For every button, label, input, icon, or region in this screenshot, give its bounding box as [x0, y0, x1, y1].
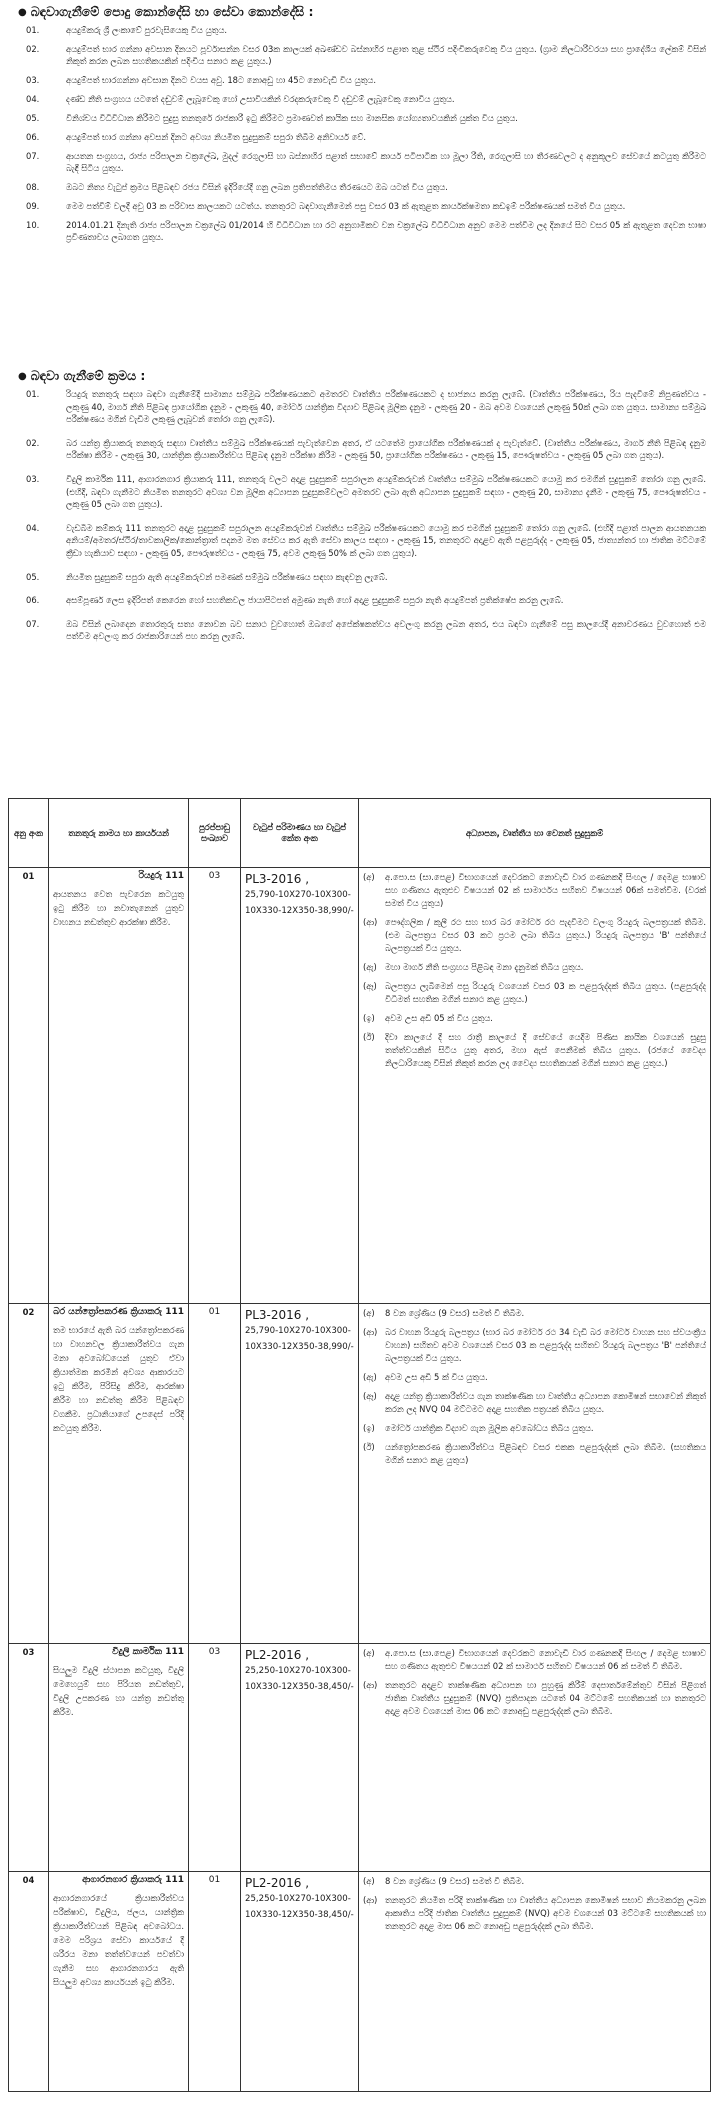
qualification-letter: (ඉ)	[363, 1423, 375, 1433]
qualification-letter: (ඈ)	[363, 1391, 377, 1401]
qualification-text: අ.පො.ස (සා.පෙළ) විභාගයෙන් දෙවරකට නොවැඩි වාර ගණනකදී සිංහල / දෙමළ භාෂාව සහ ගණිතය ඇතුළුව විෂයයන් 02 ක් සාමාර්ථ සහිතව විෂයයන් 06 ක් සමත් වී තිබීම.	[385, 1648, 706, 1671]
table-row	[9, 1872, 711, 2092]
qualification-item	[363, 980, 706, 1006]
salary-cell	[241, 1304, 359, 1644]
general-conditions-list	[8, 24, 710, 243]
table-row	[9, 1304, 711, 1644]
salary-scale: 25,250-10X270-10X300-10X330-12X350-38,450/-	[245, 1894, 354, 1920]
qualification-text: දිවා කාලයේ දී සහ රාත්‍රී කාලයේ දී සේවයේ යෙදීම පිණිස කායික වශයෙන් සුදුසු තත්ත්වයකින් සිටිය යුතු අතර, මහා ඇස් පෙනීමක් තිබිය යුතුය. (රජයේ වෛද්‍ය නිලධාරියෙකු විසින් නිකුත් කරන ලද වෛද්‍ය සහතිකයක් මගින් සනාථ කළ යුතුය.)	[385, 1032, 706, 1068]
item-number: 03.	[26, 473, 40, 484]
item-text: අයදුම්පත් භාරගන්නා අවසාන දිනට වයස අවු. 18ට නොඅඩු හා 45ට නොවැඩි විය යුතුය.	[66, 75, 376, 85]
post-name: ආගාරනගාර ක්‍රියාකරු 111	[82, 1875, 184, 1885]
row-number: 02	[9, 1304, 49, 1644]
row-number: 04	[9, 1872, 49, 2092]
qualification-text: 8 වන ශ්‍රේණිය (9 වසර) සමත් වී තිබීම.	[385, 1876, 525, 1886]
list-item	[22, 112, 706, 124]
salary-code: PL2-2016 ,	[245, 1648, 310, 1662]
item-text: දණ්ඩ නීති සංග්‍රහය යටතේ දඬුවම් ලැබූවෙකු හෝ උසාවියකින් වරදකරුවෙකු වී දඬුවම් ලැබූවෙකු නොවිය යුතුය.	[66, 94, 455, 104]
qualification-letter: (ඇ)	[363, 1372, 377, 1382]
list-item	[22, 594, 706, 607]
list-item	[22, 473, 706, 511]
qualification-text: අ.පො.ස (සා.පෙළ) විභාගයෙන් දෙවරකට නොවැඩි වාර ගණනකදී සිංහල / දෙමළ භාෂාව සහ ගණිතය ඇතුළුව විෂයයන් 02 ක් සාමාර්ථය සහිතව විෂයයන් 06ක් සමත්වීම. (වරක් සමත් විය යුතුය)	[385, 872, 706, 908]
list-item	[22, 74, 706, 86]
general-conditions-heading: ● බඳවාගැනීමේ පොදු කොන්දේසි හා සේවා කොන්දේසි :	[18, 4, 314, 19]
item-text: ආයතන සංග්‍රහය, රාජ්‍ය පරිපාලන චක්‍රලේඛ, මුදල් රෙගුලාසි හා බස්නාහිර පළාත් සභාවේ කාර්ය පටිපාටික හා මූලා රීති, රෙගුලාසි හා තීරණවලට ද අනුකූලව සේවයේ කටයුතු කිරීමට බැඳී සිටිය යුතුය.	[66, 151, 706, 173]
header-number: අනු අංක	[9, 799, 49, 868]
post-description: සියලුම විදුලි ස්ථාපන කටයුතු, විදුලි මෙහෙයුම් සහ පිරියත නඩත්තුව, විදුලි උපකරණ හා යන්ත්‍ර නඩත්තු කිරීම.	[53, 1665, 184, 1717]
table-row	[9, 868, 711, 1304]
list-item	[22, 24, 706, 36]
qualification-text: අවම උස අඩි 05 ක් විය යුතුය.	[385, 1013, 493, 1023]
list-item	[22, 43, 706, 67]
item-text: විදුලි කාර්මික 111, ආගාරනගාර ක්‍රියාකරු 111, තනතුරු වලට අදාළ සුදුසුකම් සපුරාලන අයදුම්කරුවන් වෘත්තීය සම්මුඛ පරීක්ෂණයකට යොමු කර එමගින් සුදුසුකම් තෝරා ගනු ලැබේ. (එහිදී, බඳවා ගැනීමට නියමිත තනතුරට අවශ්‍ය වන මූලික අධ්‍යාපන සුදුසුකම්වලට අමතරව ලබා ඇති අධ්‍යාපන සුදුසුකම් සඳහා - ලකුණු 20, සාමාන්‍ය දැනීම - ලකුණු 75, පෞරුෂත්වය - ලකුණු 05 ලබා ගත යුතුය).	[66, 473, 706, 510]
qualification-item	[363, 1422, 706, 1435]
item-text: 2014.01.21 දිනැති රාජ්‍ය පරිපාලන චක්‍රලේඛ 01/2014 හි විධිවිධාන හා රට අනුගාමිකව වන චක්‍රලේඛ විධිවිධාන අනුව මෙම පත්වීම ලද දිනයේ සිට වසර 05 ක් ඇතුළත දෙවන භාෂා ප්‍රවීණතාවය ලබාගත යුතුය.	[66, 220, 706, 242]
list-item	[22, 522, 706, 560]
post-description: ආගාරනගාරයේ ක්‍රියාකාරීත්වය පරීක්ෂාව, විදුලිය, ජලය, යාන්ත්‍රික ක්‍රියාකාරීත්වයන් පිළිබඳ අවබෝධය. මෙම පරිශ්‍රය සේවා කාර්යයේ දී ශරීරය මනා තත්ත්වයෙන් පවත්වා ගැනීම සහ ආගාරනගාරය ඇති සියලුම අවශ්‍ය කාර්යයන් ඉටු කිරීම.	[53, 1893, 184, 1987]
qualification-letter: (අ)	[363, 1876, 375, 1886]
list-item	[22, 181, 706, 193]
qualification-item	[363, 916, 706, 955]
item-text: විනිශ්චය විධිවිධාන කිරීමට සුදුසු තනතුරේ රාජකාරී ඉටු කිරීමට ප්‍රමාණවත් කායික සහ මානසික යෝග්‍යතාවයකින් යුක්ත විය යුතුය.	[66, 113, 518, 123]
qualification-text: 8 වන ශ්‍රේණිය (9 වසර) සමත් වී තිබීම.	[385, 1308, 525, 1318]
list-item	[22, 618, 706, 643]
qualification-text: අවම උස අඩි 5 ක් විය යුතුය.	[385, 1372, 488, 1382]
qualification-letter: (ඈ)	[363, 981, 377, 991]
vacancy-table	[8, 798, 711, 2092]
salary-code: PL3-2016 ,	[245, 872, 310, 886]
item-number: 10.	[26, 220, 40, 230]
list-item	[22, 388, 706, 426]
qualifications-cell	[359, 1872, 711, 2092]
qualifications-cell	[359, 1304, 711, 1644]
qualification-item	[363, 1326, 706, 1365]
qualification-letter: (ආ)	[363, 1895, 378, 1905]
qualification-letter: (අ)	[363, 872, 375, 882]
item-number: 01.	[26, 25, 40, 35]
list-item	[22, 437, 706, 462]
post-description: ආයතනය වෙත පැවරෙන කටයුතු ඉටු කිරීම හා නවාතැනෙන් යුතුව වාහනය නඩත්තුව ආරක්ෂා කිරීම.	[53, 889, 184, 927]
qualification-text: තනතුරට අදාළව තාක්ෂණික අධ්‍යාපන හා පුහුණු කිරීම් දෙපාර්තමේන්තුව විසින් පිළිගත් ජාතික වෘත්තීය සුදුසුකම් (NVQ) ප්‍රතිපාදන යටතේ 04 මට්ටමේ සහතිකයක් හා තනතුරට අදාළ අවම වශයෙන් මාස 06 කට නොඅඩු පළපුරුද්දක් ලබා තිබීම.	[385, 1680, 706, 1716]
item-number: 04.	[26, 94, 40, 104]
header-qualifications: අධ්‍යාපන, වෘත්තීය හා වෙනත් සුදුසුකම්	[359, 799, 711, 868]
qualification-letter: (ඇ)	[363, 962, 377, 972]
qualification-item	[363, 1679, 706, 1718]
list-item	[22, 571, 706, 584]
salary-code: PL3-2016 ,	[245, 1308, 310, 1322]
salary-cell	[241, 868, 359, 1304]
qualification-item	[363, 1371, 706, 1384]
qualification-letter: (ආ)	[363, 1327, 378, 1337]
list-item	[22, 219, 706, 243]
item-number: 03.	[26, 75, 40, 85]
list-item	[22, 131, 706, 143]
post-name: රියදුරු 111	[138, 871, 184, 881]
item-number: 06.	[26, 132, 40, 142]
qualification-letter: (ඉ)	[363, 1013, 375, 1023]
qualification-text: මෝටර් යාන්ත්‍රික විද්‍යාව ගැන මූලික අවබෝධය තිබිය යුතුය.	[385, 1423, 594, 1433]
qualification-item	[363, 1307, 706, 1320]
item-text: රියදුරු තනතුරු සඳහා බඳවා ගැනීමේදී සාමාන්‍ය සම්මුඛ පරීක්ෂණයකට අමතරව වෘත්තීය පරීක්ෂණයකට ද භාජනය කරනු ලැබේ. (වෘත්තීය පරීක්ෂණය, රිය පැදවීමේ නිපුණත්වය - ලකුණු 40, මාර්ග නීති පිළිබඳ ප්‍රායෝගික දැනුම - ලකුණු 40, මෝටර් යාන්ත්‍රික විද්‍යාව පිළිබඳ මූලික දැනුම - ලකුණු 20 - ඔබ අවම වශයෙන් ලකුණු 50ක් ලබා ගත යුතුය. සාමාන්‍ය සම්මුඛ පරීක්ෂණය මගින් වැඩිම ලකුණු ලැබූවන් තෝරා ගනු ලැබේ).	[66, 389, 706, 425]
header-salary: වැටුප් පරිමාණය හා වැටුප් කේත අංක	[241, 799, 359, 868]
qualification-letter: (ආ)	[363, 917, 378, 927]
qualification-letter: (ඊ)	[363, 1442, 375, 1452]
qualification-text: අදාළ යන්ත්‍ර ක්‍රියාකාරීත්වය ගැන තාක්ෂණික හා වෘත්තීය අධ්‍යාපන කොමිෂන් සභාවෙන් නිකුත් කරන ලද NVQ 04 මට්ටමට අදාළ සහතික පත්‍රයක් තිබිය යුතුය.	[385, 1391, 706, 1414]
post-cell	[49, 1872, 189, 2092]
item-text: නියමිත සුදුසුකම් සපුරා ඇති අයදුම්කරුවන් පමණක් සම්මුඛ පරීක්ෂණය සඳහා කැඳවනු ලැබේ.	[66, 571, 388, 582]
item-number: 05.	[26, 571, 40, 582]
item-number: 04.	[26, 522, 40, 533]
qualification-letter: (අ)	[363, 1648, 375, 1658]
list-item	[22, 200, 706, 212]
item-text: ඔබ විසින් ලබාදෙන තොරතුරු සත්‍ය නොවන බව සනාථ වුවහොත් ඔබගේ අපේක්ෂකත්වය අවලංගු කරනු ලබන අතර, එය බඳවා ගැනීමේ පසු කාලයේදී අනාවරණය වුවහොත් එම පත්වීම අවලංගු කර රාජකාරියෙන් පහ කරනු ලැබේ.	[66, 618, 706, 642]
qualification-letter: (අ)	[363, 1308, 375, 1318]
item-number: 02.	[26, 437, 40, 448]
qualification-item	[363, 1031, 706, 1070]
recruitment-method-list	[8, 388, 710, 643]
qualification-text: බර වාහන රියදුරු බලපත්‍රය (භාර බර මෝටර් රථ 34 වැඩි බර මෝටර් වාහන සහ ස්වයංක්‍රීය වාහන) සහිතව අවම වශයෙන් වසර 03 ක පළපුරුද්ද සහිතව රියදුරු බලපත්‍රය 'B' පන්තියේ බලපත්‍රයක් විය යුතුය.	[385, 1327, 706, 1363]
vacancy-count: 03	[189, 868, 241, 1304]
item-text: අයදුම්කරු ශ්‍රී ලංකාවේ පුරවැසියෙකු විය යුතුය.	[66, 25, 228, 35]
post-description: තම භාරයේ ඇති බර යන්ත්‍රෝපකරණ හා වාහනවල ක්‍රියාකාරීත්වය ගැන මනා අවබෝධයෙන් යුතුව ඒවා ක්‍රියාත්මක කරමින් අවශ්‍ය ආකාරයට ඉටු කිරීම, පිරිසිදු කිරීම, ආරක්ෂා කිරීම හා නඩත්තු කිරීම පිළිබඳව වගකීම. ප්‍රධානියාගේ උපදෙස් පරිදි කටයුතු කිරීම.	[53, 1325, 184, 1433]
row-number: 01	[9, 868, 49, 1304]
table-header-row	[9, 799, 711, 868]
item-number: 09.	[26, 201, 40, 211]
item-number: 07.	[26, 618, 40, 629]
salary-code: PL2-2016 ,	[245, 1876, 310, 1890]
row-number: 03	[9, 1644, 49, 1872]
post-cell	[49, 1644, 189, 1872]
item-number: 01.	[26, 389, 40, 399]
qualification-text: මහා මාර්ග නීති සංග්‍රහය පිළිබඳ මනා දැනුමක් තිබිය යුතුය.	[385, 962, 584, 972]
post-cell	[49, 868, 189, 1304]
item-number: 05.	[26, 113, 40, 123]
qualification-text: පෞද්ගලික / කුලී රථ සහ භාර බර මෝටර් රථ පැදවීමට වලංගු රියදුරු බලපත්‍රයක් තිබීම. (එම බලපත්‍රය වසර 03 කට ප්‍රථම ලබා තිබිය යුතුය.) රියදුරු බලපත්‍රය 'B' පන්තියේ බලපත්‍රයක් විය යුතුය.	[385, 917, 706, 953]
salary-scale: 25,790-10X270-10X300-10X330-12X350-38,990/-	[245, 890, 354, 916]
qualifications-cell	[359, 868, 711, 1304]
qualification-text: තනතුරට නියමිත පරිදි තාක්ෂණික හා වෘත්තීය අධ්‍යාපන කොමිෂන් සභාව නියමකරනු ලබන ආකෘතිය පරිදි ජාතික වෘත්තීය සුදුසුකම් (NVQ) අවම වශයෙන් 03 මට්ටමේ සහතිකයක් හා තනතුරට අදාළ මාස 06 කට නොඅඩු පළපුරුද්දක් ලබා තිබීම.	[385, 1895, 706, 1931]
post-cell	[49, 1304, 189, 1644]
table-body	[9, 868, 711, 2092]
item-text: වැඩබිම කම්කරු 111 තනතුරට අදාළ සුදුසුකම් සපුරාලන අයදුම්කරුවන් වෘත්තීය සම්මුඛ පරීක්ෂණයකට යොමු කර එමගින් සුදුසුකම් තෝරා ගනු ලැබේ. (එහිදී පළාත් පාලන ආයතනයක අනියම්/අමතර/ස්ථිර/තාවකාලික/කොන්ත්‍රාත් පදනම මත සේවය කර ඇති සේවා කාලය සඳහා - ලකුණු 15, තනතුරට අදාළව ඇති පළපුරුද්ද - ලකුණු 05, ජාත්‍යන්තර හා ජාතික මට්ටමේ ක්‍රීඩා හැකියාව සඳහා - ලකුණු 05, පෞරුෂත්වය - ලකුණු 75, අවම ලකුණු 50% ක් ලබා ගත යුතුය).	[66, 522, 706, 558]
salary-scale: 25,790-10X270-10X300-10X330-12X350-38,990/-	[245, 1326, 354, 1352]
bullet-icon: ●	[18, 6, 27, 18]
item-number: 08.	[26, 182, 40, 192]
qualification-letter: (ආ)	[363, 1680, 378, 1690]
qualification-item	[363, 871, 706, 910]
item-number: 06.	[26, 595, 40, 606]
item-text: අයදුම්පත් භාර ගන්නා අවසාන දිනයට පූර්වාසන්න වසර 03ක කාලයක් අඛණ්ඩව බස්නාහිර පළාත තුළ ස්ථිර පදිංචිකරුවෙකු විය යුතුය. (ග්‍රාම නිලධාරීවරයා සහ ප්‍රාදේශීය ලේකම් විසින් නිකුත් කරන ලබන සහතිකයකින් පදිංචිය සනාථ කළ යුතුය.)	[66, 44, 706, 66]
qualification-item	[363, 1441, 706, 1467]
recruitment-method-heading: ● බඳවා ගැනීමේ ක්‍රමය :	[18, 368, 146, 383]
qualification-text: බලපත්‍රය ලැබීමෙන් පසු රියදුරු වශයෙන් වසර 03 ක පළපුරුද්දක් තිබිය යුතුය. (පළපුරුද්ද විධිමත් සහතික මගින් සනාථ කළ යුතුය.)	[385, 981, 706, 1004]
post-name: බර යන්ත්‍රෝපකරණ ක්‍රියාකරු 111	[53, 1307, 184, 1317]
recruitment-method-section	[8, 364, 710, 798]
item-number: 07.	[26, 151, 40, 161]
header-post: තනතුරු නාමය හා කාර්යයන්	[49, 799, 189, 868]
qualification-item	[363, 961, 706, 974]
qualification-letter: (ඊ)	[363, 1032, 375, 1042]
general-conditions-section	[8, 0, 710, 364]
vacancy-count: 01	[189, 1304, 241, 1644]
qualifications-cell	[359, 1644, 711, 1872]
salary-cell	[241, 1872, 359, 2092]
qualification-item	[363, 1894, 706, 1933]
item-text: මෙම පත්වීම් වලදී අවු 03 ක පරිවාස කාලයකට යටත්ය. තනතුරට බඳවාගැනීමෙන් පසු වසර 03 ක් ඇතුළත කාර්යක්ෂමතා කඩඉම් පරීක්ෂණයක් සමත් විය යුතුය.	[66, 201, 626, 211]
list-item	[22, 150, 706, 174]
qualification-item	[363, 1012, 706, 1025]
qualification-item	[363, 1390, 706, 1416]
bullet-icon: ●	[18, 370, 27, 382]
qualification-item	[363, 1875, 706, 1888]
salary-scale: 25,250-10X270-10X300-10X330-12X350-38,450/-	[245, 1666, 354, 1692]
vacancy-count: 01	[189, 1872, 241, 2092]
item-number: 02.	[26, 44, 40, 54]
qualification-text: යන්ත්‍රෝපකරණ ක්‍රියාකාරීත්වය පිළිබඳව වසර එකක පළපුරුද්දක් ලබා තිබීම. (සහතිකය මගින් සනාථ කළ යුතුය)	[385, 1442, 706, 1465]
salary-cell	[241, 1644, 359, 1872]
item-text: අයදුම්පත් භාර ගන්නා අවසන් දිනට අවශ්‍ය නියමිත සුදුසුකම් සපුරා තිබීම අනිවාර්ය වේ.	[66, 132, 367, 142]
list-item	[22, 93, 706, 105]
header-vacancies: පුරප්පාඩු සංඛ්‍යාව	[189, 799, 241, 868]
item-text: ඔබට නිත්‍ය වැටුප් ක්‍රමය පිළිබඳව රජය විසින් ඉදිරියේදී ගනු ලබන ප්‍රතිපත්තිමය තීරණයට ඔබ යටත් විය යුතුය.	[66, 182, 448, 192]
qualification-item	[363, 1647, 706, 1673]
vacancy-count: 03	[189, 1644, 241, 1872]
item-text: බර යන්ත්‍ර ක්‍රියාකරු තනතුරු සඳහා වෘත්තීය සම්මුඛ පරීක්ෂණයක් පැවැත්වෙන අතර, ඒ යටතේම ප්‍රායෝගික පරීක්ෂණයක් ද පැවැත්වේ. (වෘත්තීය පරීක්ෂණය, මාර්ග නීති පිළිබඳ දැනුම පරීක්ෂා කිරීම - ලකුණු 30, යාන්ත්‍රික ක්‍රියාකාරීත්වය පිළිබඳ දැනුම පරීක්ෂා කිරීම - ලකුණු 50, ප්‍රායෝගික පරීක්ෂණය - ලකුණු 15, පෞරුෂත්වය - ලකුණු 05 ලබා ගත යුතුය).	[66, 437, 706, 461]
post-name: විදුලි කාර්මික 111	[112, 1647, 184, 1657]
table-row	[9, 1644, 711, 1872]
item-text: අසම්පූර්ණ ලෙස ඉදිරිපත් කෙරෙන හෝ සහතිකවල ජායාපිටපත් අමුණා නැති හෝ අදාළ සුදුසුකම් සපුරා නැති අයදුම්පත් ප්‍රතික්ෂේප කරනු ලැබේ.	[66, 595, 564, 606]
